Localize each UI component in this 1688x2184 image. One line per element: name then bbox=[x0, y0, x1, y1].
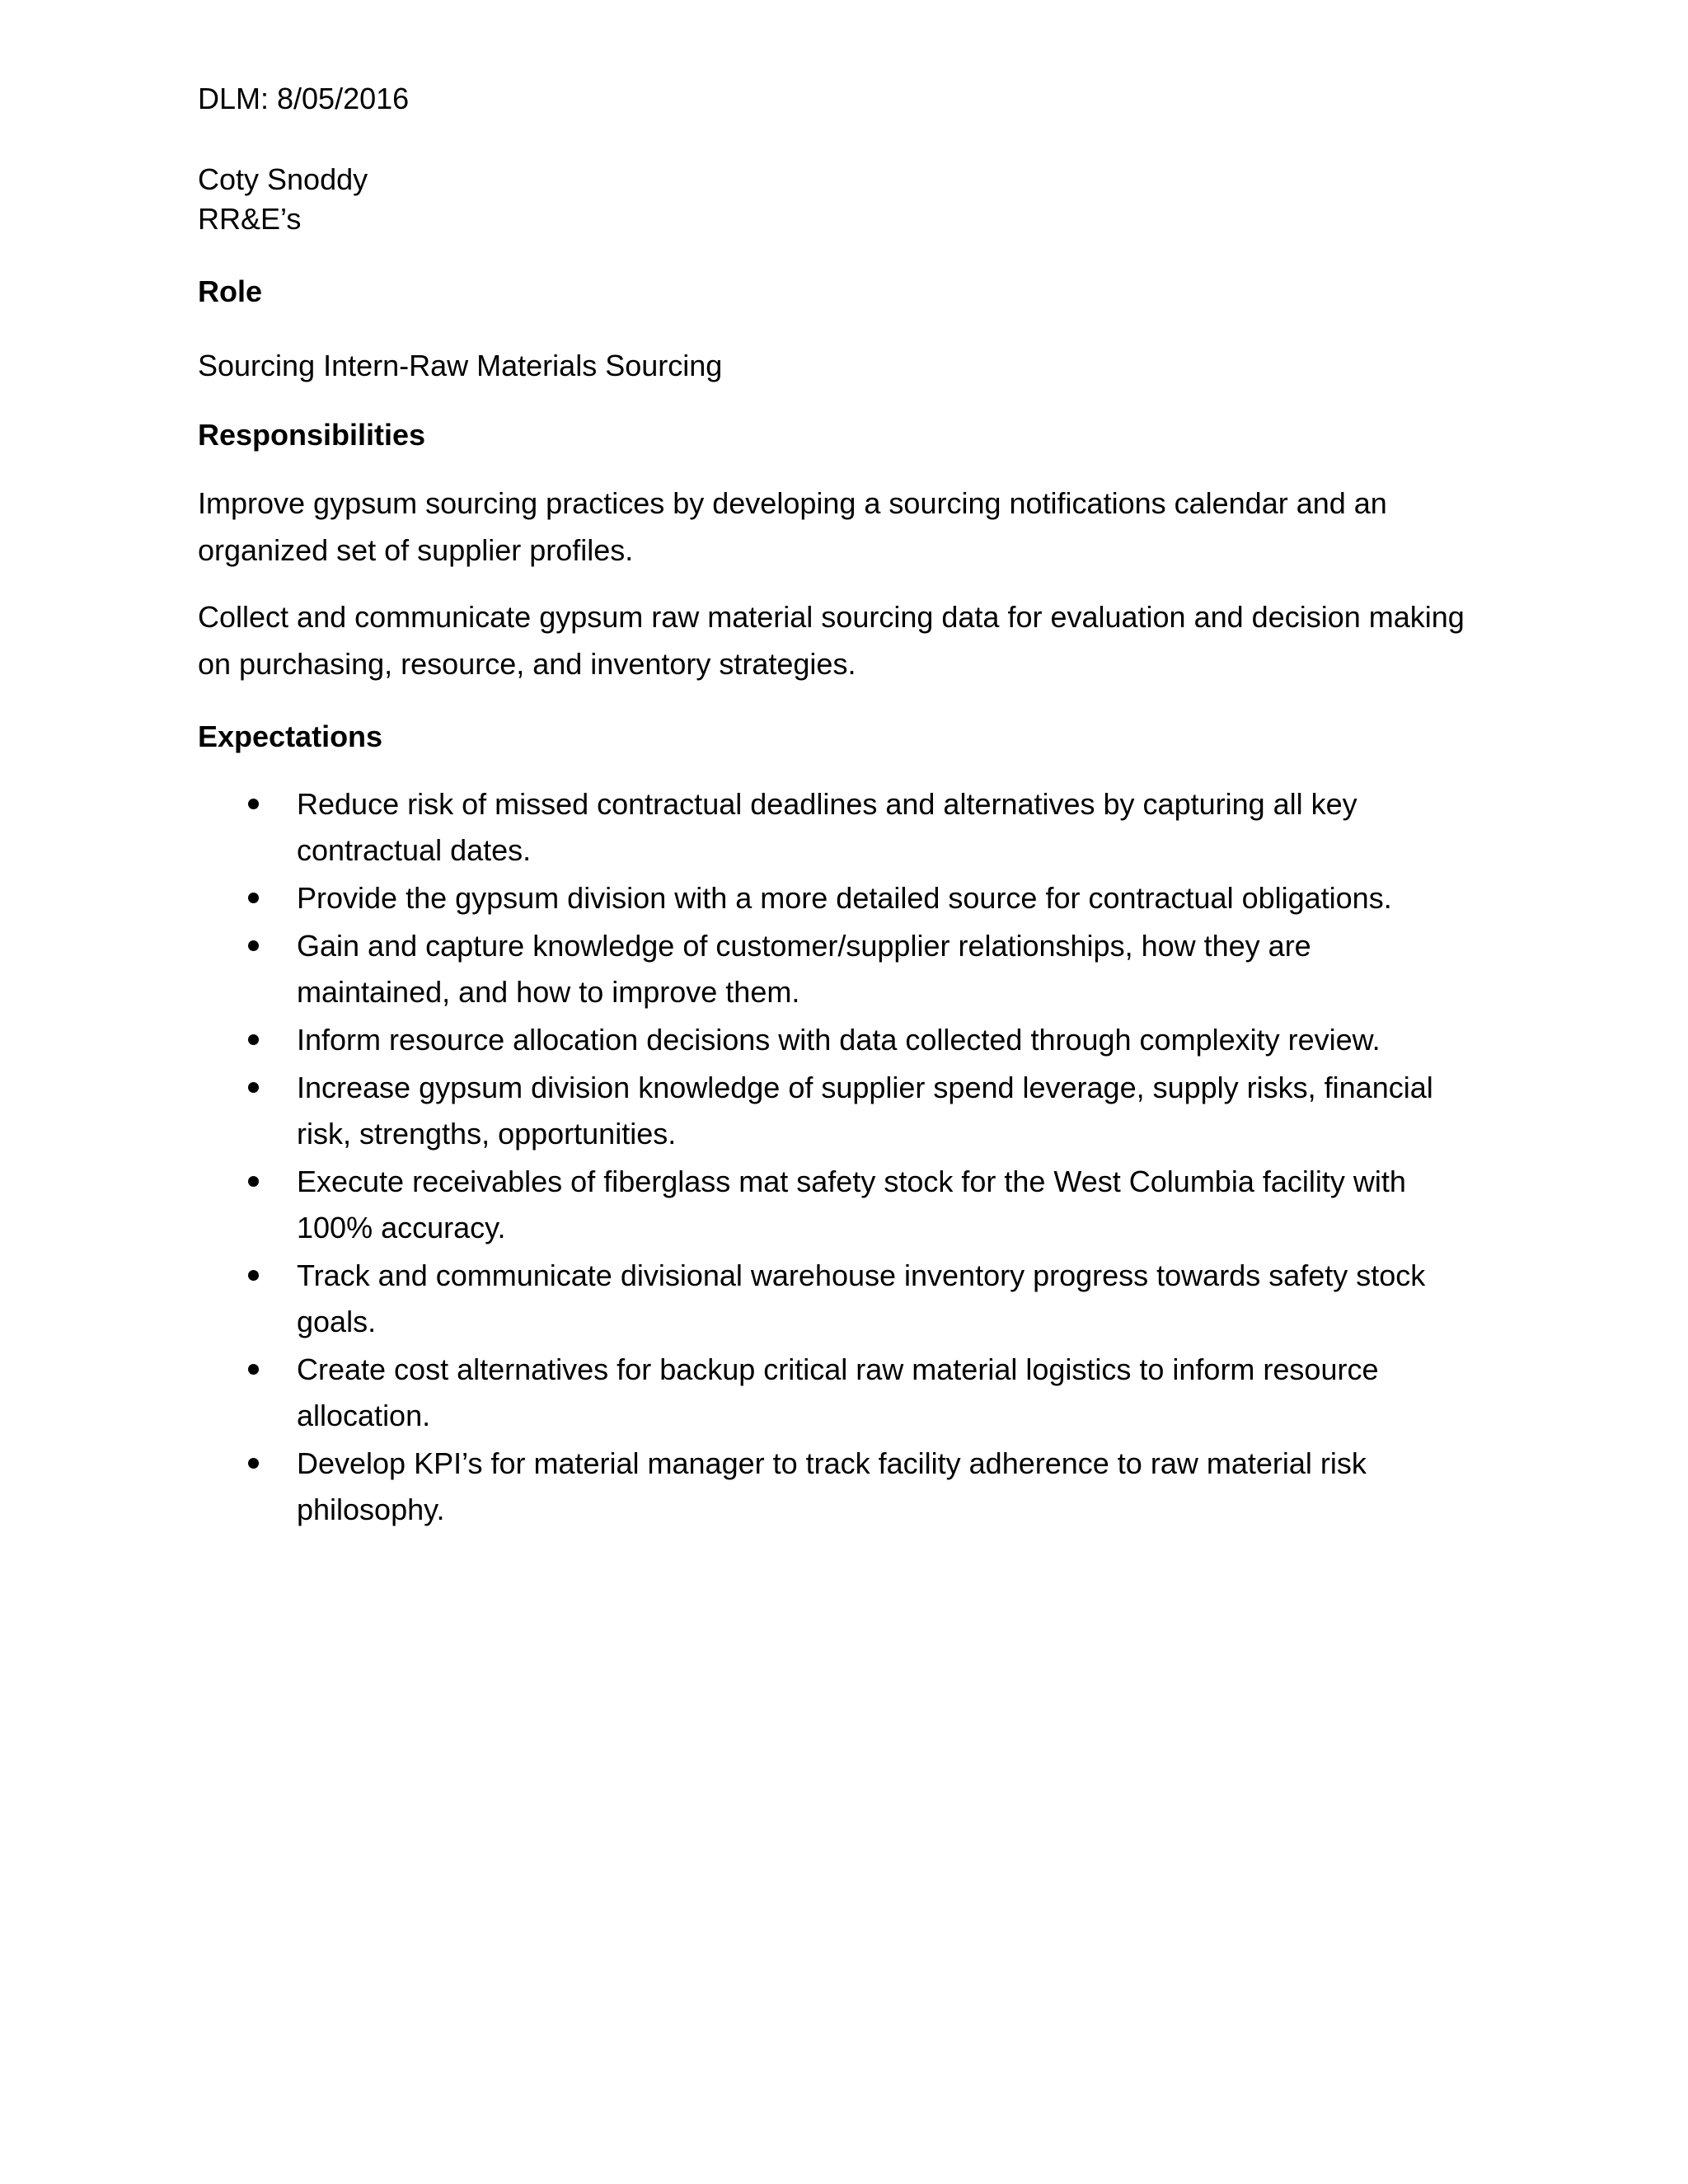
author-name: Coty Snoddy bbox=[198, 162, 368, 196]
expectation-text: Reduce risk of missed contractual deadlines and alternatives by capturing all key contractual dates. bbox=[297, 787, 1357, 867]
expectation-text: Execute receivables of fiberglass mat safety stock for the West Columbia facility with 100% accuracy. bbox=[297, 1165, 1406, 1244]
expectation-item bbox=[198, 1347, 1467, 1439]
expectation-text: Increase gypsum division knowledge of supplier spend leverage, supply risks, financial risk, strengths, opportunities. bbox=[297, 1071, 1433, 1151]
expectation-item bbox=[198, 1017, 1467, 1063]
bullet-icon bbox=[248, 1176, 259, 1187]
author-department: RR&E’s bbox=[198, 202, 302, 236]
expectation-item bbox=[198, 875, 1467, 921]
expectation-text: Track and communicate divisional warehouse inventory progress towards safety stock goals. bbox=[297, 1258, 1426, 1338]
bullet-icon bbox=[248, 940, 259, 951]
document-content bbox=[198, 79, 1467, 1535]
expectation-text: Provide the gypsum division with a more detailed source for contractual obligations. bbox=[297, 881, 1392, 915]
role-heading: Role bbox=[198, 274, 263, 308]
responsibility-item: Improve gypsum sourcing practices by developing a sourcing notifications calendar and an organized set of supplier profiles. bbox=[198, 486, 1387, 567]
responsibilities-heading: Responsibilities bbox=[198, 418, 426, 452]
bullet-icon bbox=[248, 1082, 259, 1093]
expectations-list bbox=[198, 781, 1467, 1533]
expectation-item bbox=[198, 1441, 1467, 1533]
expectation-item bbox=[198, 923, 1467, 1015]
expectation-item bbox=[198, 781, 1467, 874]
bullet-icon bbox=[248, 1270, 259, 1281]
bullet-icon bbox=[248, 1458, 259, 1469]
expectation-text: Inform resource allocation decisions with data collected through complexity review. bbox=[297, 1023, 1381, 1057]
expectation-text: Develop KPI’s for material manager to track facility adherence to raw material risk philosophy. bbox=[297, 1446, 1367, 1526]
role-text: Sourcing Intern-Raw Materials Sourcing bbox=[198, 349, 723, 382]
expectations-heading: Expectations bbox=[198, 719, 383, 753]
expectation-text: Create cost alternatives for backup critical raw material logistics to inform resource allocation. bbox=[297, 1352, 1379, 1432]
expectation-text: Gain and capture knowledge of customer/supplier relationships, how they are maintained, and how to improve them. bbox=[297, 929, 1311, 1009]
bullet-icon bbox=[248, 893, 259, 903]
bullet-icon bbox=[248, 799, 259, 809]
expectation-item bbox=[198, 1159, 1467, 1251]
expectation-item bbox=[198, 1065, 1467, 1157]
bullet-icon bbox=[248, 1034, 259, 1045]
bullet-icon bbox=[248, 1364, 259, 1375]
responsibility-item: Collect and communicate gypsum raw material sourcing data for evaluation and decision making on purchasing, resource, and inventory strategies. bbox=[198, 600, 1465, 681]
expectation-item bbox=[198, 1253, 1467, 1345]
dlm-date: DLM: 8/05/2016 bbox=[198, 82, 410, 115]
